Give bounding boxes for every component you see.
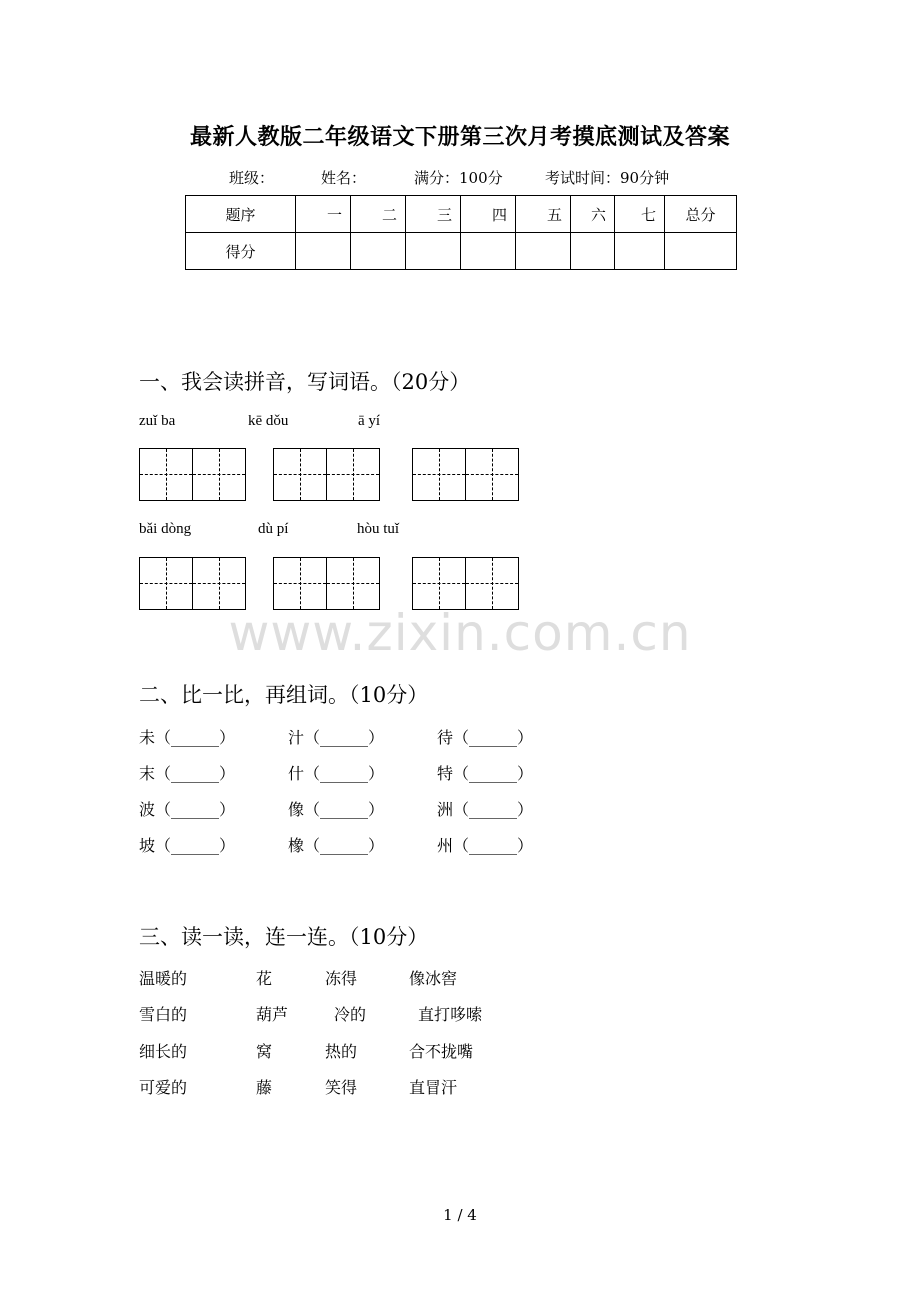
compare-word-item: 像（______） <box>288 800 385 819</box>
section2-heading: 二、比一比，再组词。（10分） <box>139 683 429 707</box>
match-word-item[interactable]: 藤 <box>256 1078 273 1097</box>
score-table-cell: 题序 <box>186 196 296 233</box>
compare-word-item: 未（______） <box>139 728 236 747</box>
compare-word-item: 待（______） <box>437 728 534 747</box>
score-table-score-row <box>186 233 737 270</box>
compare-word-item: 州（______） <box>437 836 534 855</box>
score-table <box>185 195 737 270</box>
pinyin-label: kē dǒu <box>248 413 289 429</box>
writing-grid[interactable] <box>273 448 380 501</box>
match-word-item[interactable]: 细长的 <box>139 1042 188 1061</box>
score-input-cell[interactable] <box>351 233 406 270</box>
score-table-cell: 得分 <box>186 233 296 270</box>
score-table-cell: 五 <box>516 196 571 233</box>
score-table-cell: 二 <box>351 196 406 233</box>
pinyin-label: dù pí <box>258 521 289 537</box>
compare-word-item: 洲（______） <box>437 800 534 819</box>
writing-grid[interactable] <box>139 448 246 501</box>
match-word-item[interactable]: 雪白的 <box>139 1005 188 1024</box>
score-input-cell[interactable] <box>665 233 737 270</box>
class-label: 班级： <box>229 169 275 187</box>
name-label: 姓名： <box>321 169 367 187</box>
pinyin-label: zuǐ ba <box>139 413 176 429</box>
score-input-cell[interactable] <box>406 233 461 270</box>
full-score-label: 满分：100分 <box>414 169 503 187</box>
match-word-item[interactable]: 温暖的 <box>139 969 188 988</box>
pinyin-label: bǎi dòng <box>139 521 192 537</box>
compare-word-item: 特（______） <box>437 764 534 783</box>
score-input-cell[interactable] <box>615 233 665 270</box>
match-word-item[interactable]: 像冰窖 <box>409 969 458 988</box>
match-word-item[interactable]: 热的 <box>325 1042 358 1061</box>
score-table-cell: 总分 <box>665 196 737 233</box>
compare-word-item: 汁（______） <box>288 728 385 747</box>
score-input-cell[interactable] <box>296 233 351 270</box>
writing-grid[interactable] <box>412 557 519 610</box>
match-word-item[interactable]: 冷的 <box>334 1005 367 1024</box>
match-word-item[interactable]: 笑得 <box>325 1078 358 1097</box>
compare-word-item: 什（______） <box>288 764 385 783</box>
score-table-cell: 四 <box>461 196 516 233</box>
writing-grid[interactable] <box>139 557 246 610</box>
compare-word-item: 坡（______） <box>139 836 236 855</box>
score-input-cell[interactable] <box>571 233 615 270</box>
match-word-item[interactable]: 直冒汗 <box>409 1078 458 1097</box>
section3-heading: 三、读一读，连一连。（10分） <box>139 925 429 949</box>
score-table-header-row <box>186 196 737 233</box>
score-input-cell[interactable] <box>461 233 516 270</box>
match-word-item[interactable]: 合不拢嘴 <box>409 1042 474 1061</box>
compare-word-item: 橡（______） <box>288 836 385 855</box>
match-word-item[interactable]: 窝 <box>256 1042 273 1061</box>
section1-heading: 一、我会读拼音，写词语。（20分） <box>139 370 471 394</box>
match-word-item[interactable]: 葫芦 <box>256 1005 289 1024</box>
match-word-item[interactable]: 直打哆嗦 <box>418 1005 483 1024</box>
score-input-cell[interactable] <box>516 233 571 270</box>
document-title: 最新人教版二年级语文下册第三次月考摸底测试及答案 <box>189 124 730 150</box>
match-word-item[interactable]: 花 <box>256 969 273 988</box>
score-table-cell: 三 <box>406 196 461 233</box>
score-table-cell: 六 <box>571 196 615 233</box>
exam-time-label: 考试时间：90分钟 <box>545 169 670 187</box>
compare-word-item: 末（______） <box>139 764 236 783</box>
score-table-cell: 一 <box>296 196 351 233</box>
match-word-item[interactable]: 可爱的 <box>139 1078 188 1097</box>
writing-grid[interactable] <box>412 448 519 501</box>
compare-word-item: 波（______） <box>139 800 236 819</box>
watermark: www.zixin.com.cn <box>228 604 692 662</box>
match-word-item[interactable]: 冻得 <box>325 969 358 988</box>
page-number: 1 / 4 <box>443 1206 477 1224</box>
pinyin-label: ā yí <box>358 413 381 429</box>
pinyin-label: hòu tuǐ <box>357 521 400 537</box>
score-table-cell: 七 <box>615 196 665 233</box>
writing-grid[interactable] <box>273 557 380 610</box>
